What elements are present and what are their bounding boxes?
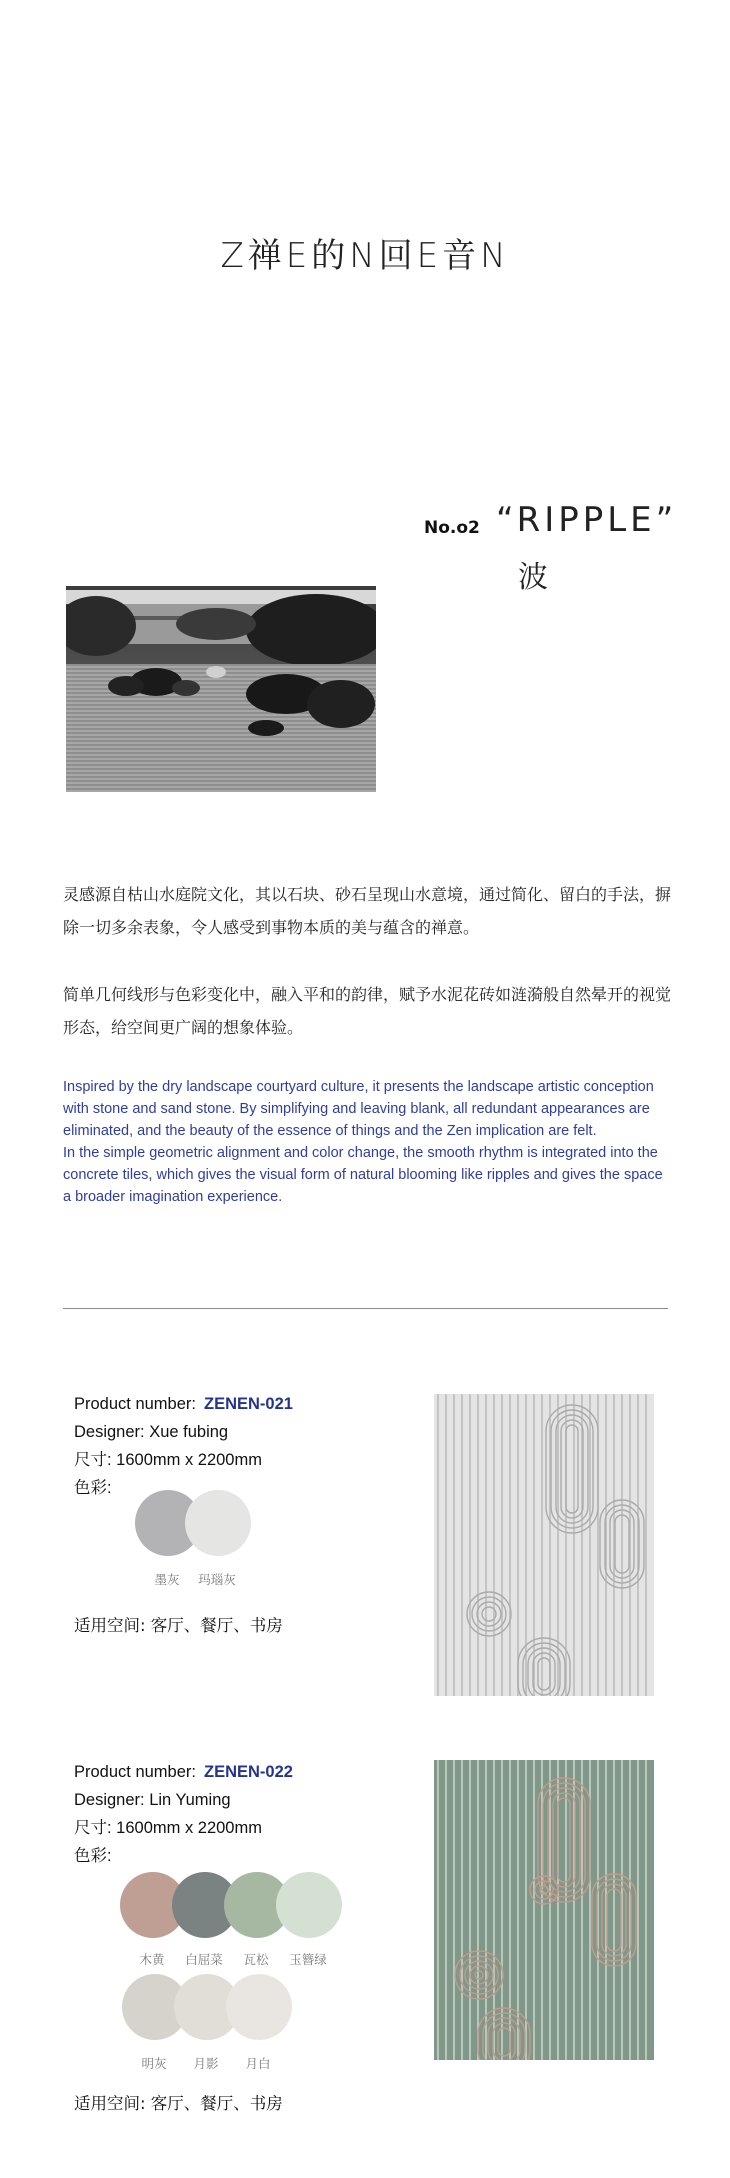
product-number-line	[74, 1390, 293, 1418]
color-name: 月影	[193, 2056, 219, 2071]
color-name: 玉簪绿	[289, 1952, 327, 1967]
product-number: ZENEN-022	[203, 1763, 293, 1781]
section-divider	[63, 1308, 668, 1309]
color-name: 白屈菜	[185, 1952, 223, 1967]
page-title: Z禅E的N回E音N	[220, 236, 510, 276]
color-name: 玛瑙灰	[198, 1572, 236, 1587]
description-en-2: In the simple geometric alignment and color change, the smooth rhythm is integrated into the concrete tiles, which gives the visual form of natural blooming like ripples and gives the space a broader imagination experience.	[63, 1145, 663, 1205]
applicable-space: 适用空间: 客厅、餐厅、书房	[74, 1616, 283, 1635]
description-cn-1: 灵感源自枯山水庭院文化，其以石块、砂石呈现山水意境，通过简化、留白的手法，摒除一切多余表象，令人感受到事物本质的美与蕴含的禅意。	[63, 885, 672, 937]
product-number: ZENEN-021	[203, 1395, 293, 1413]
product-number-label: Product number:	[74, 1395, 196, 1413]
color-name: 月白	[245, 2056, 271, 2071]
designer: Designer: Lin Yuming	[74, 1791, 231, 1809]
color-name: 瓦松	[243, 1952, 269, 1967]
designer: Designer: Xue fubing	[74, 1423, 229, 1441]
color-label: 色彩:	[74, 1847, 112, 1865]
size: 尺寸: 1600mm x 2200mm	[74, 1451, 262, 1469]
tile-image-2	[434, 1760, 654, 2060]
description-en-1: Inspired by the dry landscape courtyard culture, it presents the landscape artistic conception with stone and sand stone. By simplifying and leaving blank, all redundant appearances are eliminated, and the beauty of the essence of things and the Zen implication are felt.	[63, 1079, 654, 1139]
color-swatch	[226, 1974, 292, 2040]
color-name: 木黄	[139, 1952, 165, 1967]
product-number-label: Product number:	[74, 1763, 196, 1781]
collection-number: No.o2	[424, 518, 480, 538]
color-label: 色彩:	[74, 1479, 112, 1497]
size: 尺寸: 1600mm x 2200mm	[74, 1819, 262, 1837]
tile-image-1	[434, 1394, 654, 1696]
collection-name-en: “RIPPLE”	[496, 500, 678, 540]
product-info-2	[74, 1758, 293, 1870]
color-swatch	[276, 1872, 342, 1938]
product-number-line	[74, 1758, 293, 1786]
color-swatch	[185, 1490, 251, 1556]
collection-name-cn: 波	[518, 560, 548, 595]
zen-garden-photo	[66, 586, 376, 792]
color-name: 明灰	[141, 2056, 167, 2071]
description-cn-2: 简单几何线形与色彩变化中，融入平和的韵律，赋予水泥花砖如涟漪般自然晕开的视觉形态，给空间更广阔的想象体验。	[63, 985, 672, 1037]
product-info-1	[74, 1390, 293, 1502]
applicable-space: 适用空间: 客厅、餐厅、书房	[74, 2094, 283, 2113]
description-en	[63, 1076, 673, 1208]
color-name: 墨灰	[154, 1572, 180, 1587]
